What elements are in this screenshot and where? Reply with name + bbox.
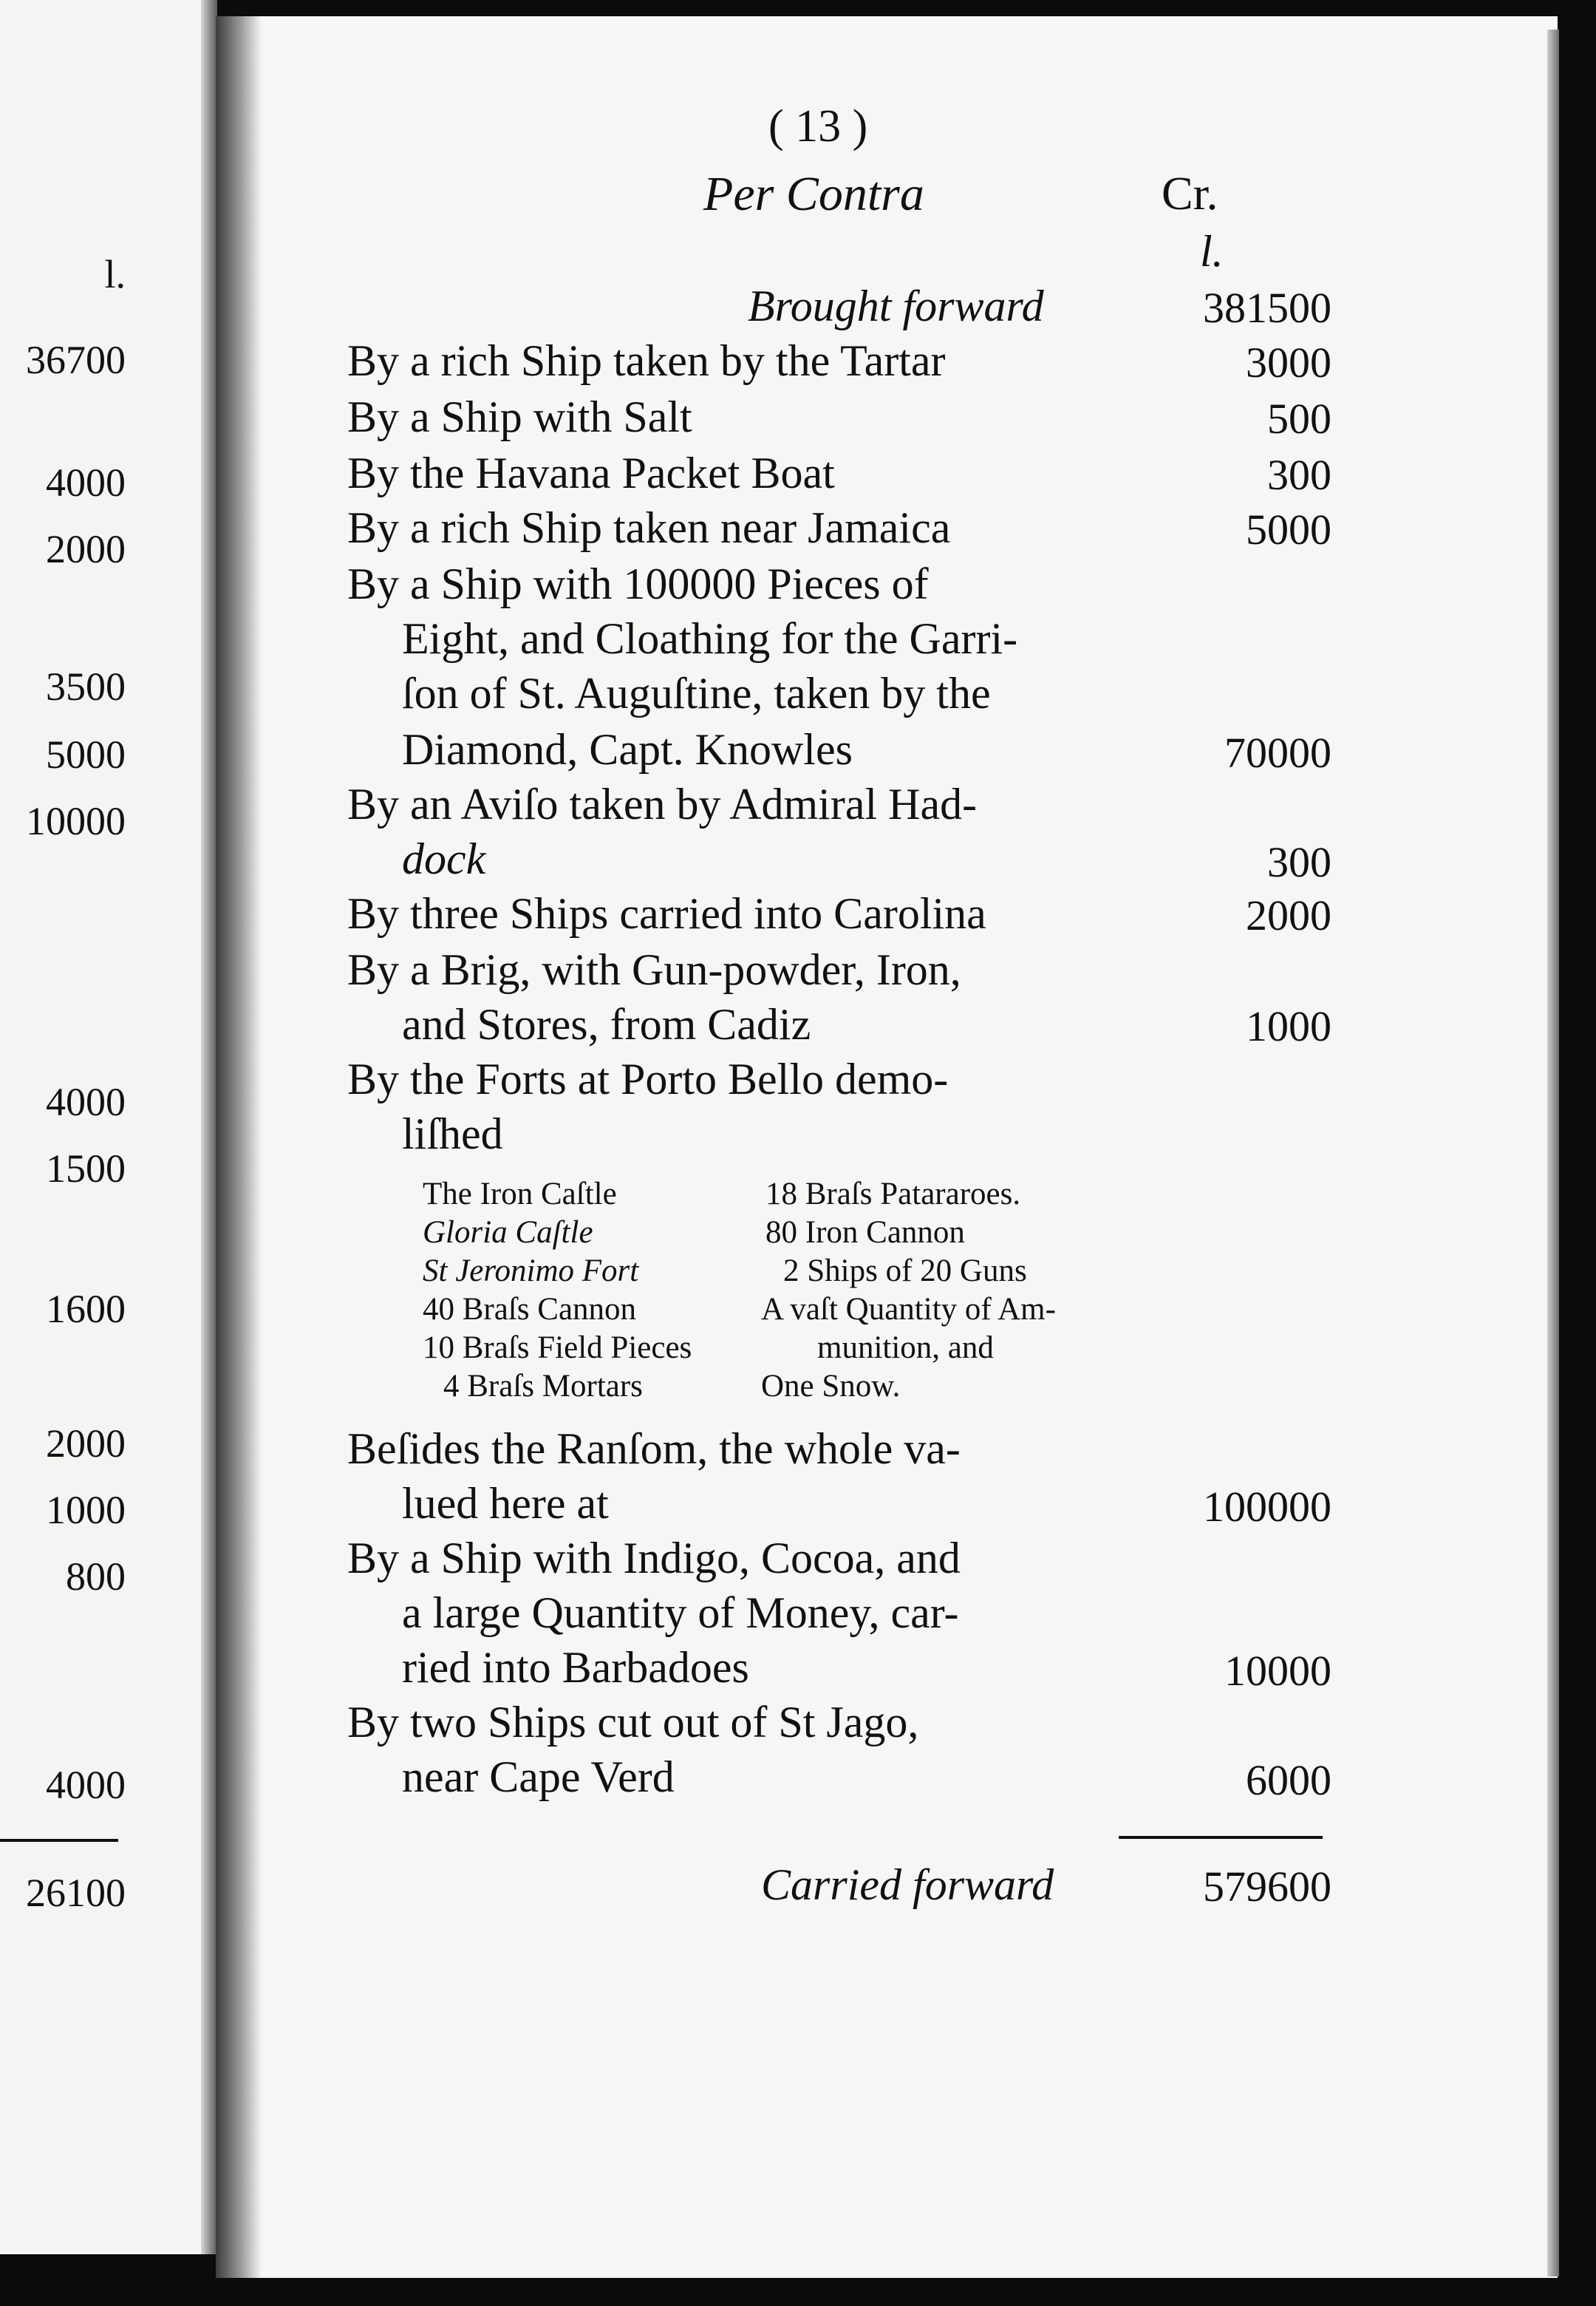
entry-amount: 70000 bbox=[1224, 729, 1331, 777]
forts-right-item: 80 Iron Cannon bbox=[765, 1215, 965, 1250]
forts-left-item: 4 Braſs Mortars bbox=[443, 1369, 643, 1404]
entry-amount: 3000 bbox=[1246, 339, 1331, 387]
entry-line: dock bbox=[402, 834, 486, 883]
left-amount: 2000 bbox=[46, 1421, 126, 1466]
entry-amount: 500 bbox=[1267, 395, 1331, 443]
entry-line: By a Ship with Salt bbox=[347, 392, 692, 441]
entry-amount: 1000 bbox=[1246, 1002, 1331, 1050]
page-number: ( 13 ) bbox=[768, 101, 868, 152]
entry-line: lued here at bbox=[402, 1479, 609, 1528]
entry-line: By a rich Ship taken by the Tartar bbox=[347, 336, 946, 385]
left-amount: 36700 bbox=[26, 338, 126, 382]
entry-amount: 10000 bbox=[1224, 1647, 1331, 1695]
forts-right-item: One Snow. bbox=[761, 1369, 901, 1404]
entry-amount: 300 bbox=[1267, 838, 1331, 886]
entry-amount: 100000 bbox=[1203, 1483, 1331, 1531]
left-amount: 4000 bbox=[46, 1080, 126, 1124]
left-amount: 10000 bbox=[26, 799, 126, 843]
forts-left-item: St Jeronimo Fort bbox=[423, 1254, 639, 1288]
entry-amount: 5000 bbox=[1246, 506, 1331, 554]
forts-right-item: A vaſt Quantity of Am- bbox=[761, 1292, 1056, 1327]
page-edge bbox=[1547, 30, 1559, 2276]
entry-line: a large Quantity of Money, car- bbox=[402, 1588, 959, 1637]
entry-line: By a Ship with 100000 Pieces of bbox=[347, 560, 929, 608]
left-total: 26100 bbox=[26, 1871, 126, 1915]
unit-label: l. bbox=[1200, 227, 1224, 276]
forts-right-item: 18 Braſs Patararoes. bbox=[765, 1177, 1021, 1211]
entry-line: ſon of St. Auguſtine, taken by the bbox=[402, 669, 991, 718]
left-amount: 4000 bbox=[46, 460, 126, 505]
left-amount: 3500 bbox=[46, 664, 126, 709]
entry-line: By a Brig, with Gun-powder, Iron, bbox=[347, 945, 961, 994]
left-amount: 1500 bbox=[46, 1146, 126, 1191]
brought-forward-label: Brought forward bbox=[748, 282, 1044, 330]
entry-line: By three Ships carried into Carolina bbox=[347, 889, 986, 938]
binding-shadow bbox=[216, 16, 262, 2278]
left-amount: 5000 bbox=[46, 732, 126, 777]
left-total-rule bbox=[0, 1839, 118, 1842]
entry-line: By two Ships cut out of St Jago, bbox=[347, 1698, 919, 1746]
brought-forward-amount: 381500 bbox=[1203, 284, 1331, 332]
entry-line: Beſides the Ranſom, the whole va- bbox=[347, 1424, 961, 1473]
entry-line: and Stores, from Cadiz bbox=[402, 1000, 811, 1049]
forts-right-item: 2 Ships of 20 Guns bbox=[783, 1254, 1027, 1288]
entry-line: liſhed bbox=[402, 1109, 503, 1158]
left-amount: 800 bbox=[66, 1554, 126, 1599]
left-amount: 1600 bbox=[46, 1287, 126, 1331]
entry-line: By an Aviſo taken by Admiral Had- bbox=[347, 780, 978, 829]
entry-line: By a rich Ship taken near Jamaica bbox=[347, 503, 951, 552]
forts-left-item: 10 Braſs Field Pieces bbox=[423, 1330, 692, 1365]
carried-forward-amount: 579600 bbox=[1203, 1863, 1331, 1911]
entry-amount: 300 bbox=[1267, 451, 1331, 499]
left-amount: 2000 bbox=[46, 527, 126, 571]
entry-amount: 2000 bbox=[1246, 891, 1331, 939]
forts-left-item: Gloria Caſtle bbox=[423, 1215, 593, 1250]
forts-right-item: munition, and bbox=[817, 1330, 994, 1365]
entry-line: By the Forts at Porto Bello demo- bbox=[347, 1055, 949, 1103]
left-amount: 4000 bbox=[46, 1763, 126, 1807]
forts-left-item: 40 Braſs Cannon bbox=[423, 1292, 637, 1327]
entry-line: By the Havana Packet Boat bbox=[347, 449, 835, 497]
carried-forward-label: Carried forward bbox=[761, 1860, 1054, 1909]
total-rule bbox=[1119, 1836, 1323, 1839]
page-title: Per Contra bbox=[703, 167, 924, 221]
forts-left-item: The Iron Caſtle bbox=[423, 1177, 617, 1211]
left-amount: 1000 bbox=[46, 1488, 126, 1532]
entry-line: Eight, and Cloathing for the Garri- bbox=[402, 614, 1018, 663]
entry-line: By a Ship with Indigo, Cocoa, and bbox=[347, 1534, 961, 1582]
entry-line: Diamond, Capt. Knowles bbox=[402, 725, 853, 774]
entry-line: near Cape Verd bbox=[402, 1752, 675, 1801]
left-column-unit: l. bbox=[104, 252, 126, 296]
credit-column-label: Cr. bbox=[1162, 167, 1218, 220]
entry-amount: 6000 bbox=[1246, 1756, 1331, 1804]
entry-line: ried into Barbadoes bbox=[402, 1643, 749, 1692]
left-gutter-shadow bbox=[201, 0, 217, 2254]
